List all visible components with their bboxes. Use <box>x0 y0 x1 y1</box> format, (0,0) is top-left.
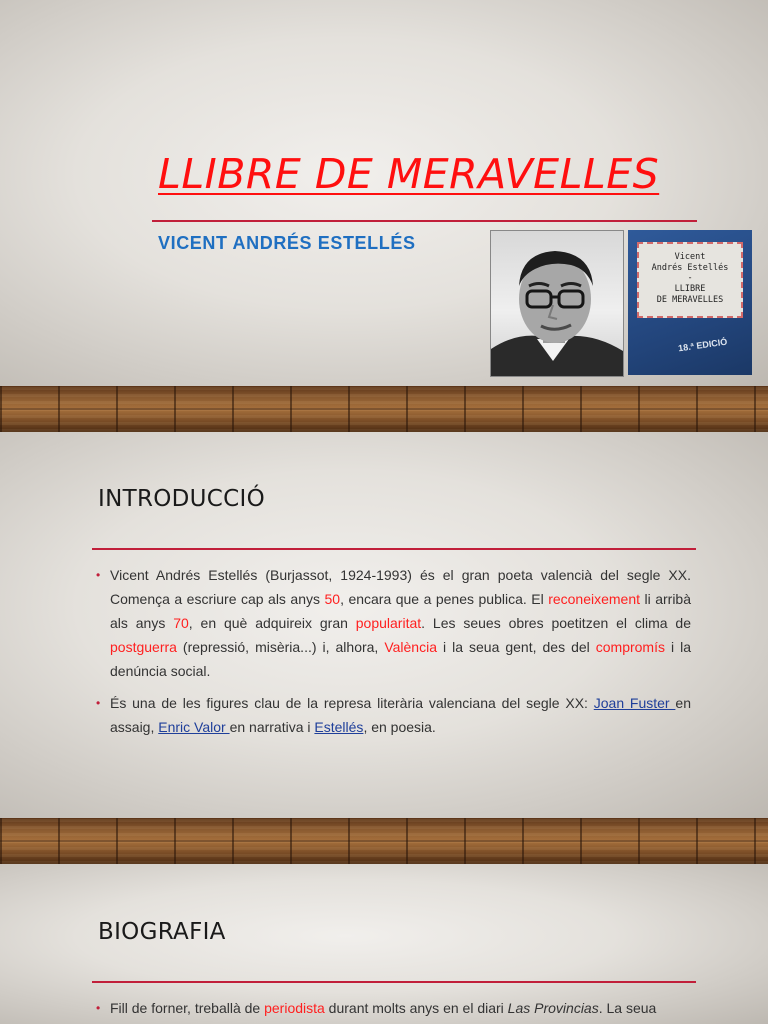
text: durant molts anys en el diari <box>324 1000 508 1016</box>
biography-divider <box>92 981 696 983</box>
link-estelles[interactable]: Estellés <box>314 719 364 735</box>
cover-author-first: Vicent <box>674 252 706 262</box>
text: , en què adquireix gran <box>188 615 356 631</box>
introduction-divider <box>92 548 696 550</box>
text: . La seua <box>598 1000 657 1016</box>
cover-separator: - <box>687 273 693 284</box>
wood-floor-divider <box>0 386 768 432</box>
biography-heading: BIOGRAFIA <box>98 919 226 945</box>
title-slide <box>0 0 768 386</box>
author-photo <box>490 230 624 377</box>
link-enric-valor[interactable]: Enric Valor <box>158 719 230 735</box>
text: . Les seues obres poetitzen el clima de <box>421 615 692 631</box>
text: (repressió, misèria...) i, alhora, <box>176 639 385 655</box>
list-item <box>96 996 691 1020</box>
text: en assaig, <box>110 695 691 735</box>
highlight: reconeixement <box>548 591 641 607</box>
highlight: 50 <box>324 591 341 607</box>
title-divider <box>152 220 697 222</box>
list-item <box>96 563 691 683</box>
introduction-heading: INTRODUCCIÓ <box>98 486 265 512</box>
cover-author-last: Andrés Estellés <box>651 262 729 273</box>
text: És una de les figures clau de la represa literària valenciana del segle XX: <box>110 695 594 711</box>
text: en narrativa i <box>229 719 315 735</box>
text: Fill de forner, treballà de <box>110 1000 265 1016</box>
text: i la seua gent, des del <box>437 639 596 655</box>
text: i la denúncia social. <box>110 639 691 679</box>
cover-title-line1: LLIBRE <box>674 283 706 294</box>
biography-slide <box>0 864 768 1024</box>
highlight: 70 <box>173 615 189 631</box>
book-cover-label <box>637 242 743 318</box>
highlight: periodista <box>264 1000 325 1016</box>
link-joan-fuster[interactable]: Joan Fuster <box>593 695 676 711</box>
author-portrait-image <box>491 231 623 376</box>
book-cover <box>628 230 752 375</box>
text: , en poesia. <box>363 719 436 735</box>
text: Vicent Andrés Estellés (Burjassot, 1924-1993) és el gran poeta valencià del segle XX. Comença a escriure cap als anys <box>110 567 691 607</box>
highlight: compromís <box>595 639 665 655</box>
wood-floor-divider <box>0 818 768 864</box>
highlight: postguerra <box>110 639 177 655</box>
highlight: València <box>384 639 437 655</box>
highlight: popularitat <box>355 615 422 631</box>
text: li arribà als anys <box>110 591 692 631</box>
newspaper-name: Las Provincias <box>507 1000 599 1016</box>
cover-title-line2: DE MERAVELLES <box>656 294 724 305</box>
cover-edition: 18.ª EDICIÓ <box>677 336 728 354</box>
introduction-bullets <box>96 563 691 747</box>
biography-bullets <box>96 996 691 1024</box>
presentation-title: LLIBRE DE MERAVELLES <box>158 150 660 198</box>
text: , encara que a penes publica. El <box>340 591 549 607</box>
list-item <box>96 691 691 739</box>
author-subtitle: VICENT ANDRÉS ESTELLÉS <box>158 233 416 253</box>
introduction-slide <box>0 432 768 818</box>
